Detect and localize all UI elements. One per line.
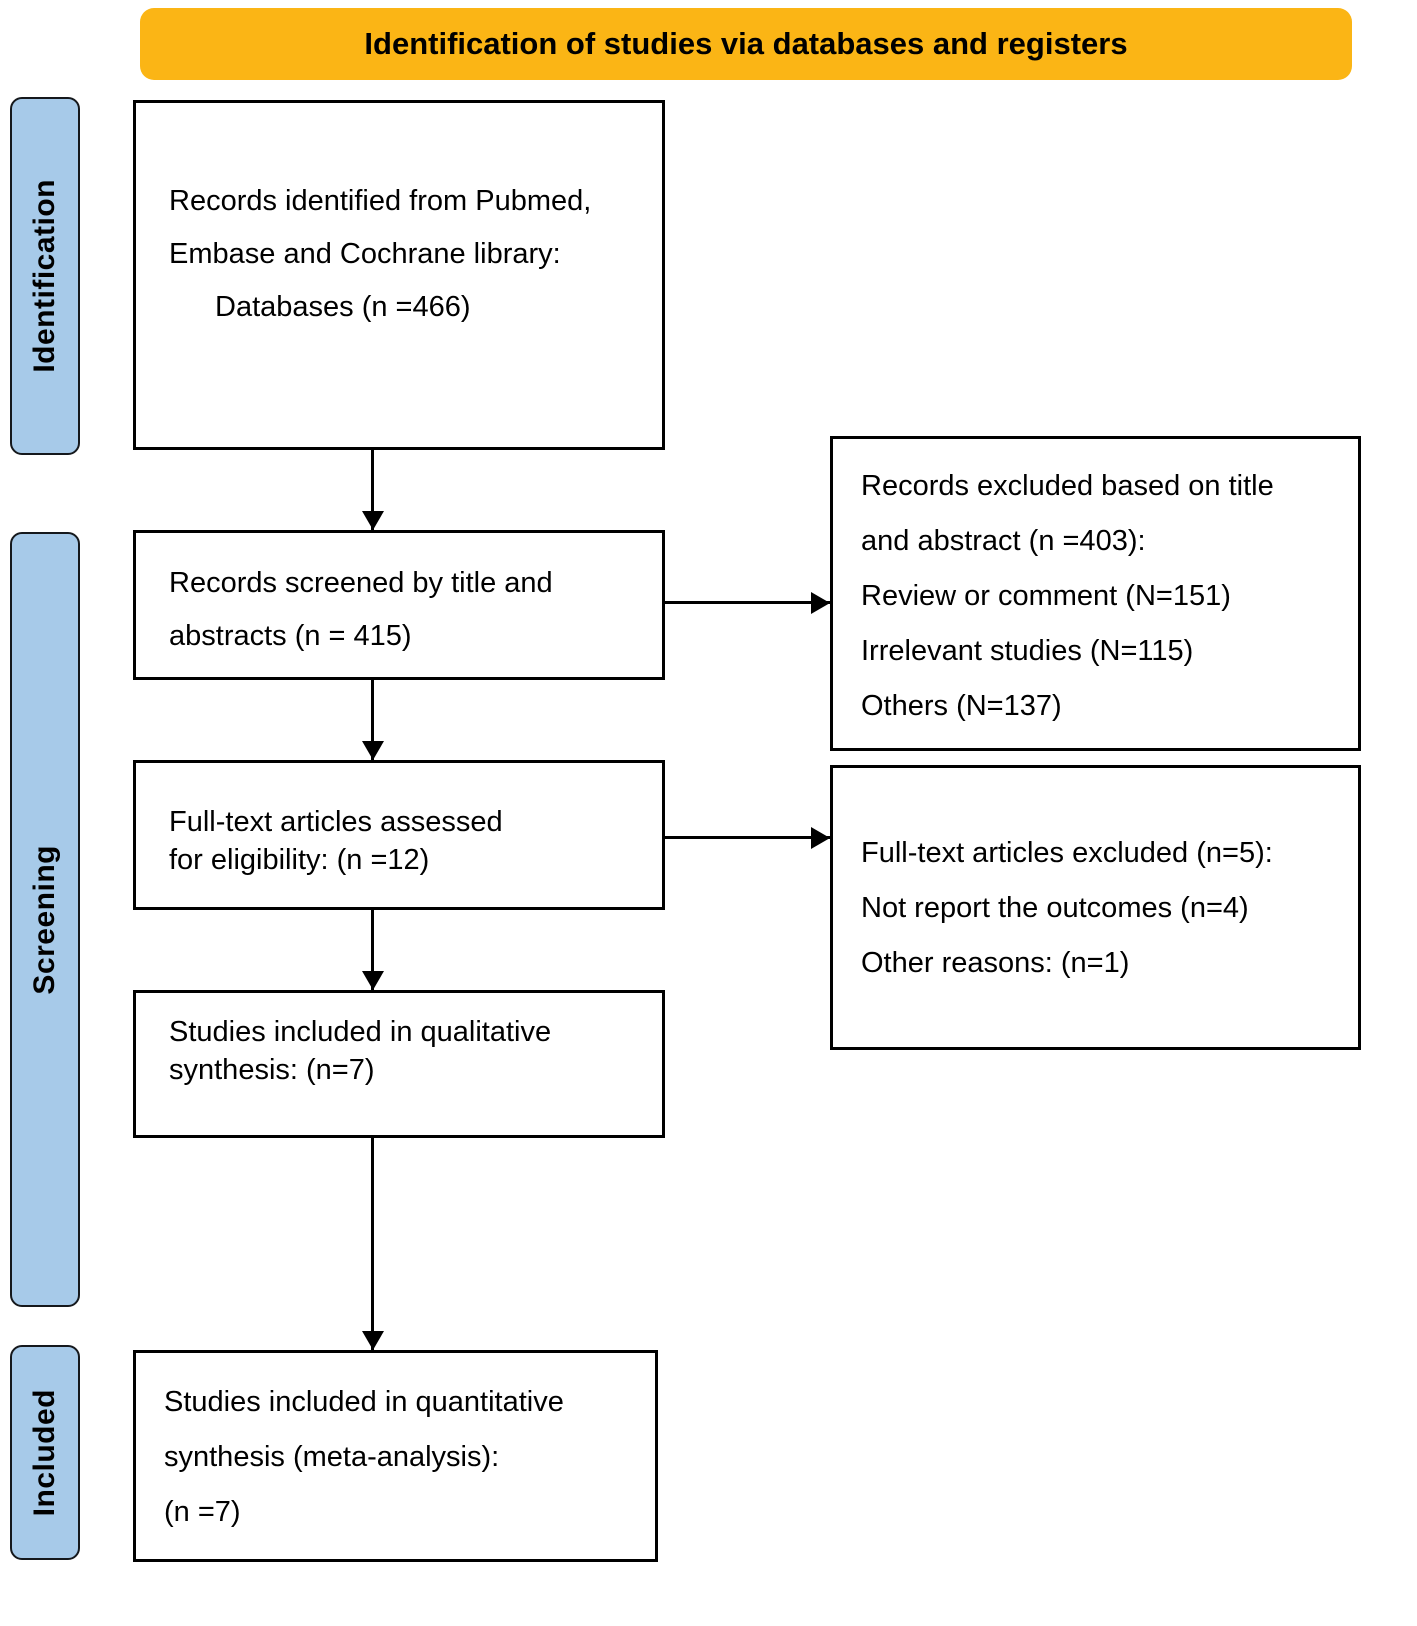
box-records-excluded	[830, 436, 1361, 751]
box-line: Not report the outcomes (n=4)	[861, 892, 1249, 924]
box-line: Irrelevant studies (N=115)	[861, 635, 1194, 667]
box-line: Embase and Cochrane library:	[169, 238, 561, 270]
stage-included	[10, 1345, 80, 1560]
box-qualitative-included	[133, 990, 665, 1138]
arrow-qualitative-to-quantitative	[371, 1138, 374, 1350]
box-records-screened	[133, 530, 665, 680]
stage-identification-label: Identification	[28, 179, 61, 373]
box-records-identified	[133, 100, 665, 450]
stage-identification	[10, 97, 80, 455]
box-line: Databases (n =466)	[215, 291, 471, 323]
arrow-screened-to-fulltext	[371, 680, 374, 760]
box-line: and abstract (n =403):	[861, 525, 1146, 557]
arrow-fulltext-to-qualitative	[371, 910, 374, 990]
banner-title: Identification of studies via databases and registers	[140, 8, 1352, 80]
arrow-identified-to-screened	[371, 450, 374, 530]
box-line: abstracts (n = 415)	[169, 620, 412, 652]
box-line: Others (N=137)	[861, 690, 1062, 722]
box-line: Records identified from Pubmed,	[169, 185, 592, 217]
stage-screening-label: Screening	[28, 844, 61, 995]
box-quantitative-included	[133, 1350, 658, 1562]
box-line: synthesis: (n=7)	[169, 1054, 375, 1086]
box-line: synthesis (meta-analysis):	[164, 1441, 500, 1473]
box-line: Records screened by title and	[169, 567, 553, 599]
box-line: Full-text articles assessed	[169, 806, 503, 838]
box-line: (n =7)	[164, 1496, 241, 1528]
box-line: Records excluded based on title	[861, 470, 1274, 502]
box-line: Other reasons: (n=1)	[861, 947, 1130, 979]
box-line: Full-text articles excluded (n=5):	[861, 837, 1273, 869]
arrow-fulltext-to-excluded	[665, 836, 830, 839]
box-line: Studies included in quantitative	[164, 1386, 564, 1418]
stage-included-label: Included	[28, 1388, 61, 1517]
box-fulltext-excluded	[830, 765, 1361, 1050]
stage-screening	[10, 532, 80, 1307]
box-fulltext-assessed	[133, 760, 665, 910]
box-line: for eligibility: (n =12)	[169, 844, 430, 876]
box-line: Review or comment (N=151)	[861, 580, 1231, 612]
box-line: Studies included in qualitative	[169, 1016, 552, 1048]
arrow-screened-to-excluded	[665, 601, 830, 604]
